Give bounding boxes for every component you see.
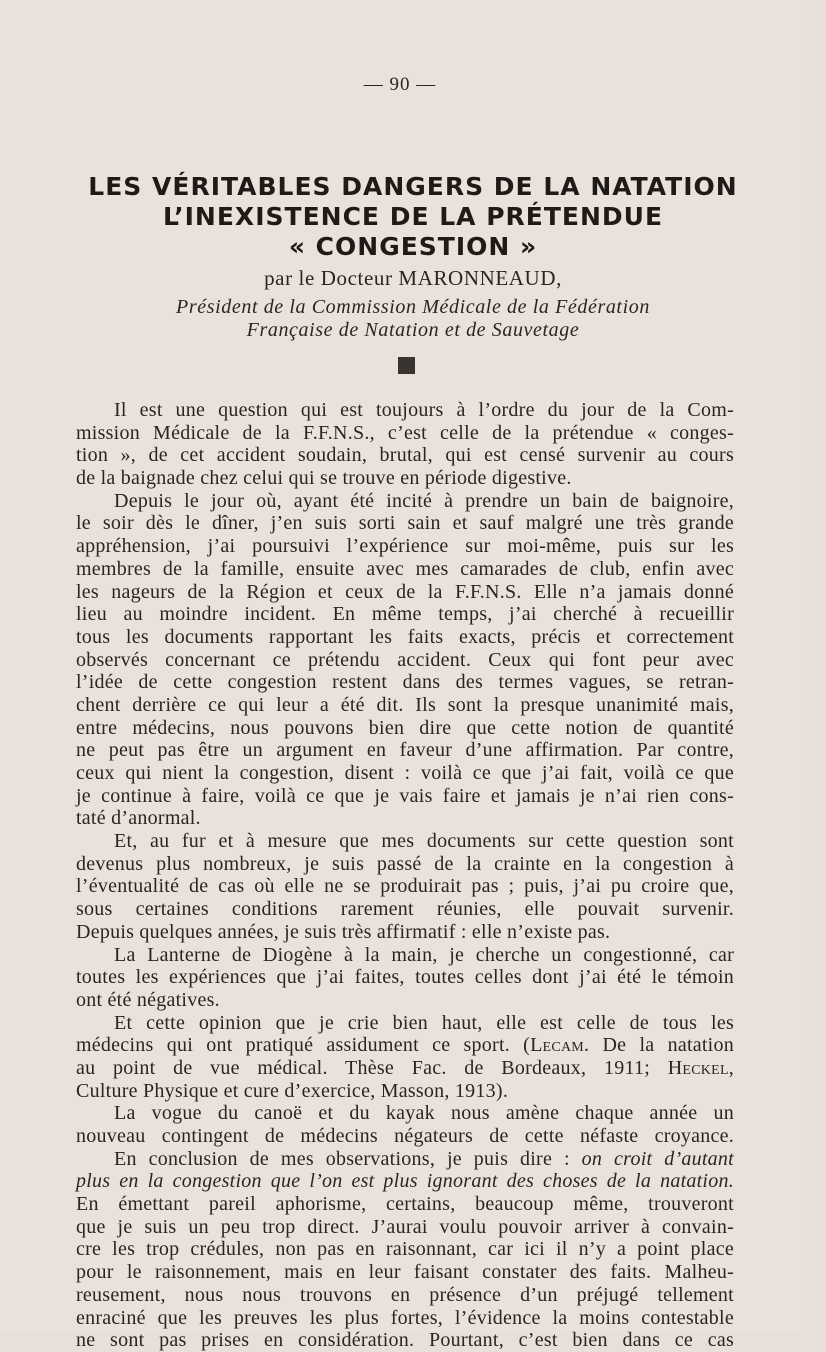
body-line: chent derrière ce qui leur a été dit. Ils sont la presque unanimité mais, [76,693,734,716]
author-role-line-2: Française de Natation et de Sauvetage [246,319,580,341]
body-line: le soir dès le dîner, j’en suis sorti sain et sauf malgré une très grande [76,512,734,535]
body-line: Depuis le jour où, ayant été incité à prendre un bain de baignoire, [114,489,734,512]
article-title-line-2: L’INEXISTENCE DE LA PRÉTENDUE [162,202,664,231]
body-line: Il est une question qui est toujours à l’ordre du jour de la Com- [114,399,734,421]
body-line: enraciné que les preuves les plus fortes, l’évidence la moins contestable [76,1306,734,1329]
body-line: nouveau contingent de médecins négateurs de cette néfaste croyance. [76,1125,734,1147]
author-byline: par le Docteur MARONNEAUD, [264,266,562,290]
body-line: ne peut pas être un argument en faveur d’une affirmation. Par contre, [76,739,734,762]
body-text: au point de vue médical. Thèse Fac. de Bordeaux, 1911; [76,1056,668,1079]
body-line: tous les documents rapportant les faits exacts, précis et correctement [76,625,734,648]
aphorism-line: plus en la congestion que l’on est plus ignorant des choses de la natation. [76,1170,734,1193]
author-role-line-1: Président de la Commission Médicale de la Fédération [176,296,650,318]
body-line: membres de la famille, ensuite avec mes camarades de club, enfin avec [76,557,734,580]
body-line: observés concernant ce prétendu accident. Ceux qui font peur avec [76,648,734,671]
body-line: entre médecins, nous pouvons bien dire que cette notion de quantité [76,716,734,739]
article-body [76,399,734,1352]
body-line: Culture Physique et cure d’exercice, Masson, 1913). [76,1079,509,1102]
body-line: sous certaines conditions rarement réunies, elle pouvait survenir. [76,898,734,921]
body-text: , [728,1056,734,1079]
cited-author-lecam: Lecam [530,1034,585,1057]
body-line: ont été négatives. [76,988,220,1011]
cited-author-heckel: Heckel [667,1056,729,1079]
body-line: l’idée de cette congestion restent dans des termes vagues, se retran- [76,671,734,694]
body-line: lieu au moindre incident. En même temps, j’ai cherché à recueillir [76,603,734,626]
body-line: mission Médicale de la F.F.N.S., c’est celle de la prétendue « conges- [76,421,734,444]
body-line: ne sont pas prises en considération. Pourtant, c’est bien dans ce cas [76,1329,734,1352]
body-line: que je suis un peu trop direct. J’aurai voulu pouvoir arriver à convain- [76,1215,734,1238]
body-line [76,1148,734,1171]
body-line: tion », de cet accident soudain, brutal, qui est censé survenir au cours [76,444,734,467]
body-line: En émettant pareil aphorisme, certains, beaucoup même, trouveront [76,1193,734,1216]
body-line: Depuis quelques années, je suis très affirmatif : elle n’existe pas. [76,920,611,943]
body-line: cre les trop crédules, non pas en raisonnant, car ici il n’y a point place [76,1238,734,1261]
body-line: appréhension, j’ai poursuivi l’expérience sur moi-même, puis sur les [76,535,734,558]
body-line: La Lanterne de Diogène à la main, je cherche un congestionné, car [114,943,734,966]
body-line: La vogue du canoë et du kayak nous amène chaque année un [114,1102,734,1125]
body-text: . De la natation [584,1034,734,1057]
body-line: toutes les expériences que j’ai faites, toutes celles dont j’ai été le témoin [76,966,734,989]
body-line: reusement, nous nous trouvons en présence d’un préjugé tellement [76,1283,734,1306]
body-text: médecins qui ont pratiqué assidument ce sport. ( [76,1034,531,1057]
body-line: Et cette opinion que je crie bien haut, elle est celle de tous les [114,1011,734,1034]
body-line: je continue à faire, voilà ce que je vais faire et jamais je n’ai rien cons- [76,784,734,807]
section-ornament [398,357,415,374]
body-text: En conclusion de mes observations, je puis dire : [114,1147,582,1170]
body-line: pour le raisonnement, mais en leur faisant constater des faits. Malheu- [76,1261,734,1284]
body-line: ceux qui nient la congestion, disent : voilà ce que j’ai fait, voilà ce que [76,762,734,784]
aphorism-text: on croit d’autant [581,1147,734,1170]
body-line [76,1057,734,1080]
body-line: Et, au fur et à mesure que mes documents sur cette question sont [114,830,734,853]
page-number: — 90 — [363,74,437,95]
body-line: de la baignade chez celui qui se trouve en période digestive. [76,467,572,490]
body-line: devenus plus nombreux, je suis passé de la crainte en la congestion à [76,852,734,875]
article-title-line-3: « CONGESTION » [288,232,538,261]
body-line: taté d’anormal. [76,807,201,830]
article-title-line-1: LES VÉRITABLES DANGERS DE LA NATATION [88,172,738,201]
body-line [76,1034,734,1057]
body-line: les nageurs de la Région et ceux de la F.F.N.S. Elle n’a jamais donné [76,580,734,603]
body-line: l’éventualité de cas où elle ne se produirait pas ; puis, j’ai pu croire que, [76,875,734,898]
